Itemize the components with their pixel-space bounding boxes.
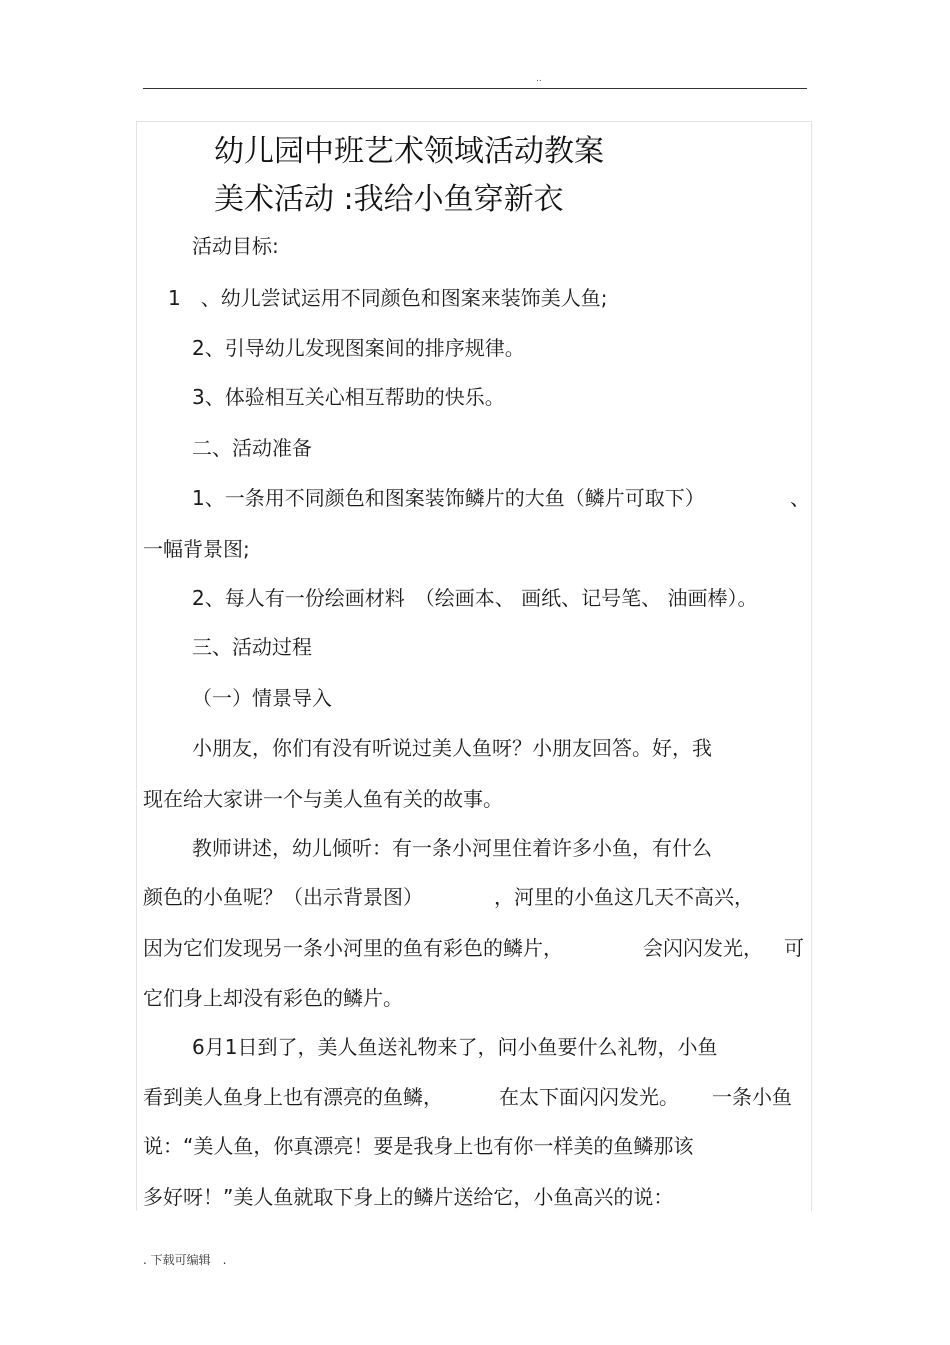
document-subtitle: 美术活动 :我给小鱼穿新衣: [214, 182, 564, 217]
paragraph-2-line-4: 它们身上却没有彩色的鳞片。: [143, 986, 403, 1010]
section-heading-1: （一）情景导入: [192, 686, 332, 710]
paragraph-3-line-2b: 在太下面闪闪发光。: [499, 1085, 679, 1109]
header-mark: ..: [536, 74, 542, 84]
paragraph-3-line-3: 说：“美人鱼，你真漂亮！要是我身上也有你一样美的鱼鳞那该: [143, 1134, 694, 1158]
frame-border-top: [136, 121, 812, 122]
footer-note: . 下载可编辑 .: [143, 1253, 227, 1267]
goals-heading: 活动目标:: [192, 234, 279, 258]
paragraph-3-line-2a: 看到美人鱼身上也有漂亮的鱼鳞，: [143, 1085, 443, 1109]
frame-border-left: [136, 121, 137, 1211]
goal-item-1: 1 、幼儿尝试运用不同颜色和图案来装饰美人鱼;: [168, 286, 608, 310]
paragraph-2-line-3a: 因为它们发现另一条小河里的鱼有彩色的鳞片，: [143, 936, 563, 960]
goal-item-3: 3、体验相互关心相互帮助的快乐。: [192, 385, 505, 409]
paragraph-3-line-2c: 一条小鱼: [712, 1085, 792, 1109]
paragraph-1-line-2: 现在给大家讲一个与美人鱼有关的故事。: [143, 787, 503, 811]
paragraph-2-line-2a: 颜色的小鱼呢？（出示背景图）: [143, 885, 423, 909]
paragraph-2-line-2b: ，河里的小鱼这几天不高兴，: [494, 885, 754, 909]
prep-item-1-sep: 、: [790, 486, 810, 510]
goal-item-2: 2、引导幼儿发现图案间的排序规律。: [192, 336, 525, 360]
paragraph-2-line-1: 教师讲述，幼儿倾听：有一条小河里住着许多小鱼，有什么: [192, 836, 712, 860]
header-rule: [143, 88, 807, 89]
frame-border-right: [811, 121, 812, 1211]
document-title: 幼儿园中班艺术领域活动教案: [214, 134, 604, 169]
paragraph-2-line-3b: 会闪闪发光，: [643, 936, 763, 960]
process-heading: 三、活动过程: [192, 635, 312, 659]
paragraph-3-line-1: 6月1日到了，美人鱼送礼物来了，问小鱼要什么礼物，小鱼: [192, 1035, 718, 1059]
prep-heading: 二、活动准备: [192, 436, 312, 460]
paragraph-3-line-4: 多好呀！”美人鱼就取下身上的鳞片送给它，小鱼高兴的说：: [143, 1185, 674, 1209]
prep-item-1: 1、一条用不同颜色和图案装饰鳞片的大鱼（鳞片可取下）: [192, 486, 705, 510]
prep-item-1-cont: 一幅背景图;: [143, 537, 250, 561]
paragraph-2-line-3c: 可: [784, 936, 804, 960]
paragraph-1-line-1: 小朋友，你们有没有听说过美人鱼呀？小朋友回答。好，我: [192, 736, 712, 760]
prep-item-2: 2、每人有一份绘画材料 （绘画本、 画纸、记号笔、 油画棒）。: [192, 586, 758, 610]
